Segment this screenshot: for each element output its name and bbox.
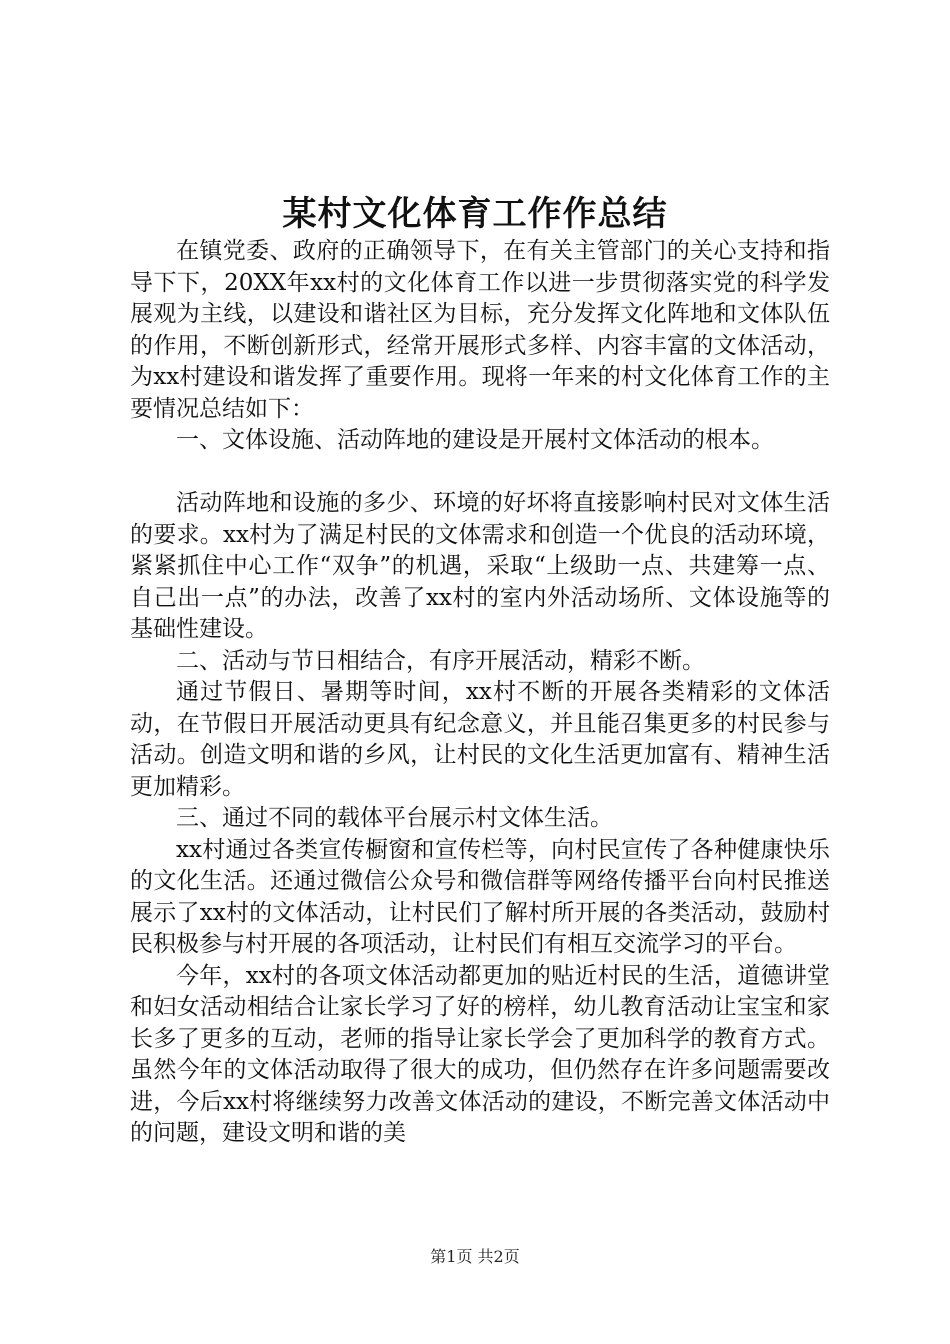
document-title: 某村文化体育工作作总结 (282, 194, 668, 234)
paragraph-section-2: 通过节假日、暑期等时间，xx村不断的开展各类精彩的文体活动，在节假日开展活动更具有纪念意义，并且能召集更多的村民参与活动。创造文明和谐的乡风，让村民的文化生活更加富有、精神生活更加精彩。 (130, 679, 830, 800)
paragraph-intro: 在镇党委、政府的正确领导下，在有关主管部门的关心支持和指导下下，20XX年xx村的文化体育工作以进一步贯彻落实党的科学发展观为主线，以建设和谐社区为目标，充分发挥文化阵地和文体队伍的作用，不断创新形式，经常开展形式多样、内容丰富的文体活动，为xx村建设和谐发挥了重要作用。现将一年来的村文化体育工作的主要情况总结如下： (130, 238, 830, 422)
paragraph-section-1: 活动阵地和设施的多少、环境的好坏将直接影响村民对文体生活的要求。xx村为了满足村民的文体需求和创造一个优良的活动环境，紧紧抓住中心工作“双争”的机遇，采取“上级助一点、共建筹一点、自己出一点”的办法，改善了xx村的室内外活动场所、文体设施等的基础性建设。 (130, 490, 830, 642)
page-number-footer: 第1页 共2页 (430, 1247, 520, 1266)
paragraph-conclusion: 今年，xx村的各项文体活动都更加的贴近村民的生活，道德讲堂和妇女活动相结合让家长学习了好的榜样，幼儿教育活动让宝宝和家长多了更多的互动，老师的指导让家长学会了更加科学的教育方式。虽然今年的文体活动取得了很大的成功，但仍然存在许多问题需要改进，今后xx村将继续努力改善文体活动的建设，不断完善文体活动中的问题，建设文明和谐的美 (130, 962, 830, 1146)
document-body (130, 236, 830, 1150)
section-heading-1: 一、文体设施、活动阵地的建设是开展村文体活动的根本。 (176, 427, 774, 453)
section-heading-3: 三、通过不同的载体平台展示村文体生活。 (176, 805, 613, 831)
section-heading-2: 二、活动与节日相结合，有序开展活动，精彩不断。 (176, 647, 705, 674)
paragraph-section-3: xx村通过各类宣传橱窗和宣传栏等，向村民宣传了各种健康快乐的文化生活。还通过微信公众号和微信群等网络传播平台向村民推送展示了xx村的文体活动，让村民们了解村所开展的各类活动，鼓励村民积极参与村开展的各项活动，让村民们有相互交流学习的平台。 (130, 836, 830, 957)
